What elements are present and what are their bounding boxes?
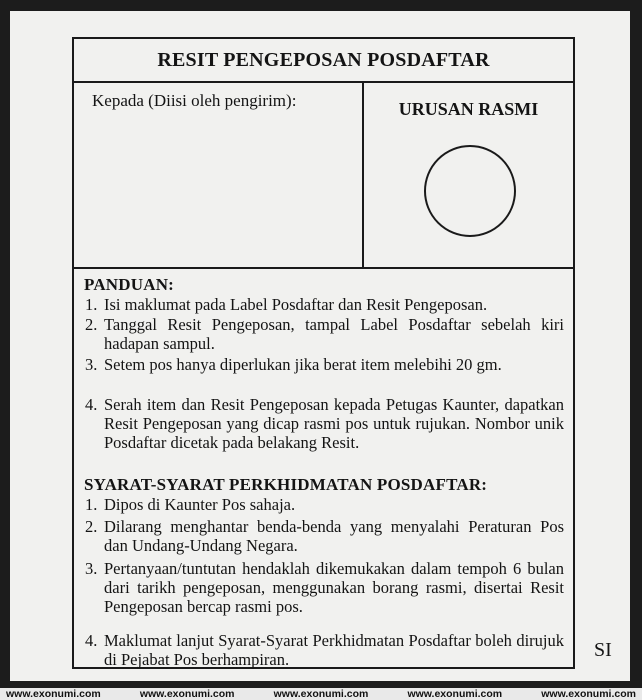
receipt-title: RESIT PENGEPOSAN POSDAFTAR [74, 39, 573, 83]
terms-item-number: 1. [85, 495, 98, 514]
recipient-label: Kepada (Diisi oleh pengirim): [92, 91, 297, 110]
guide-item-number: 3. [85, 355, 98, 374]
recipient-box [74, 81, 364, 267]
guide-item-number: 1. [85, 295, 98, 314]
corner-code: SI [594, 639, 612, 661]
terms-item-number: 4. [85, 631, 98, 650]
guide-item: Serah item dan Resit Pengeposan kepada Petugas Kaunter, dapatkan Resit Pengeposan yang dicap rasmi pos untuk rujukan. Nombor unik Posdaftar dicetak pada belakang Resit. [104, 395, 564, 452]
terms-item-number: 3. [85, 559, 98, 578]
watermark-text: www.exonumi.com [139, 688, 235, 700]
guide-item: Setem pos hanya diperlukan jika berat item melebihi 20 gm. [104, 355, 502, 374]
guide-item-number: 2. [85, 315, 98, 334]
terms-item: Dilarang menghantar benda-benda yang menyalahi Peraturan Pos dan Undang-Undang Negara. [104, 517, 564, 555]
watermark-text: www.exonumi.com [541, 688, 636, 700]
official-business-label: URUSAN RASMI [398, 99, 539, 119]
guide-item-number: 4. [85, 395, 98, 414]
watermark-strip [0, 688, 642, 700]
guide-item: Isi maklumat pada Label Posdaftar dan Resit Pengeposan. [104, 295, 488, 314]
watermark-text: www.exonumi.com [6, 688, 101, 700]
guide-item: Tanggal Resit Pengeposan, tampal Label Posdaftar sebelah kiri hadapan sampul. [104, 315, 564, 353]
instructions-section [74, 267, 573, 669]
terms-heading: SYARAT-SYARAT PERKHIDMATAN POSDAFTAR: [84, 475, 488, 494]
scanned-sheet [10, 11, 630, 681]
postmark-circle [424, 145, 516, 237]
terms-item: Dipos di Kaunter Pos sahaja. [104, 495, 296, 514]
terms-item: Maklumat lanjut Syarat-Syarat Perkhidmatan Posdaftar boleh dirujuk di Pejabat Pos berhampiran. [104, 631, 564, 669]
terms-item: Pertanyaan/tuntutan hendaklah dikemukakan dalam tempoh 6 bulan dari tarikh pengeposan, menggunakan borang rasmi, disertai Resit Pengeposan bercap rasmi pos. [104, 559, 564, 616]
guide-heading: PANDUAN: [84, 275, 175, 294]
watermark-text: www.exonumi.com [273, 688, 369, 700]
official-business-box [364, 81, 573, 267]
watermark-text: www.exonumi.com [407, 688, 503, 700]
receipt-card [72, 37, 575, 669]
terms-item-number: 2. [85, 517, 98, 536]
